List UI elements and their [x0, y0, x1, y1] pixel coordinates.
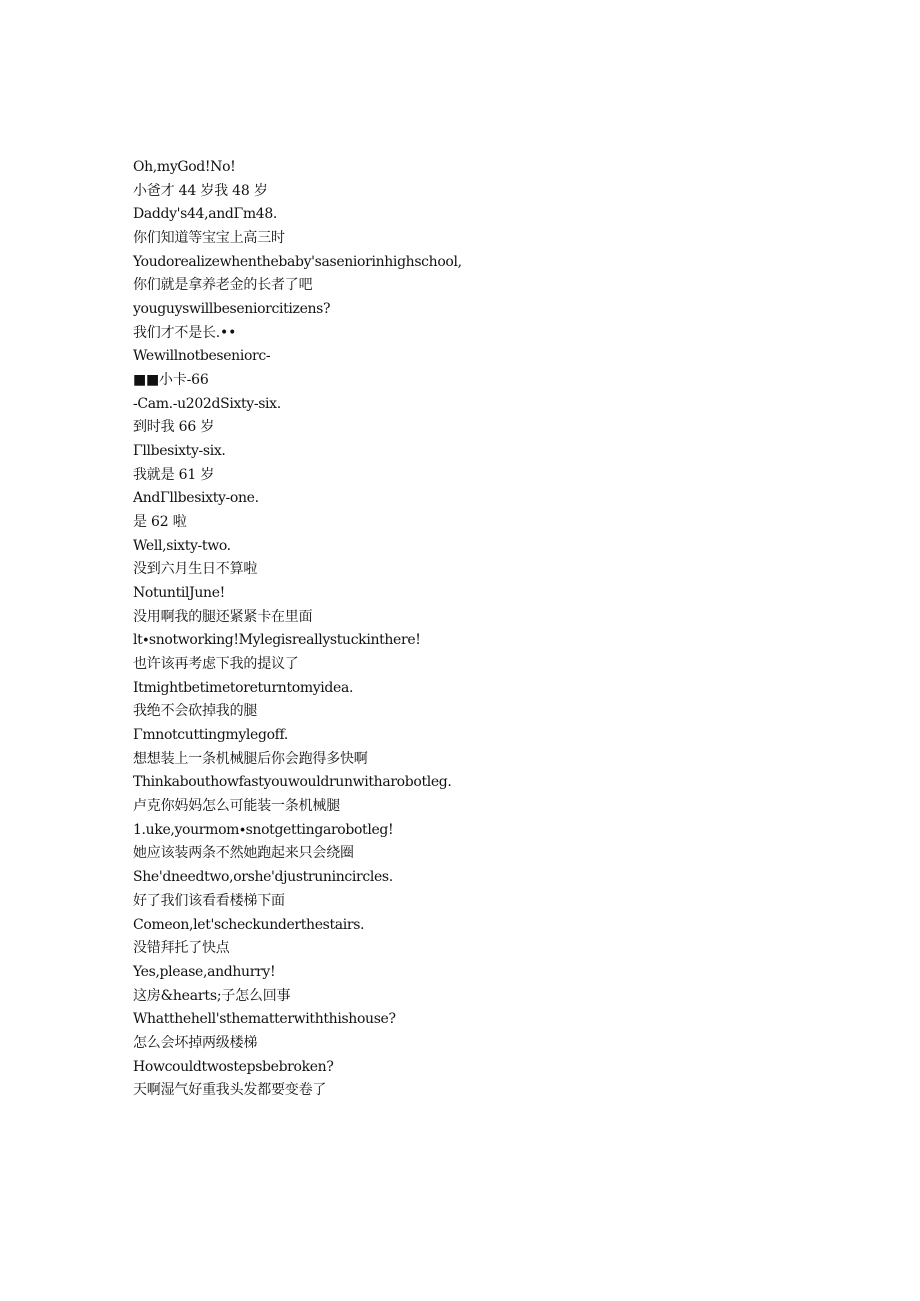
subtitle-line-english: Oh,myGod!No!: [133, 159, 236, 175]
subtitle-line-chinese: 你们知道等宝宝上高三时: [133, 230, 285, 247]
subtitle-line-chinese: 我们才不是长.••: [133, 324, 237, 341]
subtitle-line-english: Howcouldtwostepsbebroken?: [133, 1058, 334, 1075]
subtitle-line-chinese: ■■小卡-66: [133, 372, 209, 389]
subtitle-line-chinese: 怎么会坏掉两级楼梯: [133, 1034, 258, 1051]
subtitle-line-english: 1.uke,yourmom∙snotgettingarobotleg!: [133, 821, 394, 838]
subtitle-line-english: lt∙snotworking!Mylegisreallystuckinthere!: [133, 632, 421, 649]
subtitle-line-english: Well,sixty-two.: [133, 537, 231, 554]
subtitle-line-english: AndΓllbesixty-one.: [133, 490, 259, 507]
subtitle-line-chinese: 到时我 66 岁: [133, 419, 215, 436]
subtitle-line-english: NotuntilJune!: [133, 585, 225, 602]
subtitle-line-english: youguyswillbeseniorcitizens?: [133, 301, 331, 318]
subtitle-line-chinese: 想想装上一条机械腿后你会跑得多快啊: [133, 750, 368, 767]
subtitle-line-english: Γmnotcuttingmylegoff.: [133, 727, 288, 744]
subtitle-line-english: Comeon,let'scheckunderthestairs.: [133, 916, 365, 933]
subtitle-line-english: Whatthehell'sthematterwiththishouse?: [133, 1011, 396, 1028]
subtitle-line-english: Thinkabouthowfastyouwouldrunwitharobotleg.: [133, 774, 452, 791]
subtitle-line-english: Wewillnotbeseniorc-: [133, 348, 271, 365]
subtitle-transcript: [133, 156, 853, 1103]
subtitle-line-chinese: 小爸才 44 岁我 48 岁: [133, 182, 268, 199]
subtitle-line-english: She'dneedtwo,orshe'djustrunincircles.: [133, 869, 393, 886]
subtitle-line-english: Youdorealizewhenthebaby'saseniorinhighschool,: [133, 253, 462, 270]
subtitle-line-chinese: 没用啊我的腿还紧紧卡在里面: [133, 608, 313, 625]
subtitle-line-chinese: 没错拜托了快点: [133, 940, 230, 957]
subtitle-line-chinese: 也许该再考虑下我的提议了: [133, 656, 299, 673]
subtitle-line-chinese: 好了我们该看看楼梯下面: [133, 892, 285, 909]
subtitle-line-chinese: 我绝不会砍掉我的腿: [133, 703, 258, 720]
subtitle-line-chinese: 你们就是拿养老金的长者了吧: [133, 277, 313, 294]
subtitle-line-chinese: 是 62 啦: [133, 514, 187, 531]
subtitle-line-chinese: 她应该装两条不然她跑起来只会绕圈: [133, 845, 354, 862]
subtitle-line-english: Daddy's44,andΓm48.: [133, 206, 277, 223]
subtitle-line-chinese: 我就是 61 岁: [133, 466, 215, 483]
subtitle-line-english: Itmightbetimetoreturntomyidea.: [133, 679, 354, 696]
subtitle-line-english: -Cam.-u202dSixty-six.: [133, 395, 281, 412]
subtitle-line-english: Γllbesixty-six.: [133, 443, 226, 460]
subtitle-line-chinese: 天啊湿气好重我头发都要变卷了: [133, 1082, 327, 1099]
subtitle-line-chinese: 这房&hearts;子怎么回事: [133, 987, 291, 1004]
subtitle-line-chinese: 卢克你妈妈怎么可能装一条机械腿: [133, 798, 340, 815]
subtitle-line-chinese: 没到六月生日不算啦: [133, 561, 258, 578]
subtitle-line-english: Yes,please,andhurry!: [133, 963, 276, 980]
